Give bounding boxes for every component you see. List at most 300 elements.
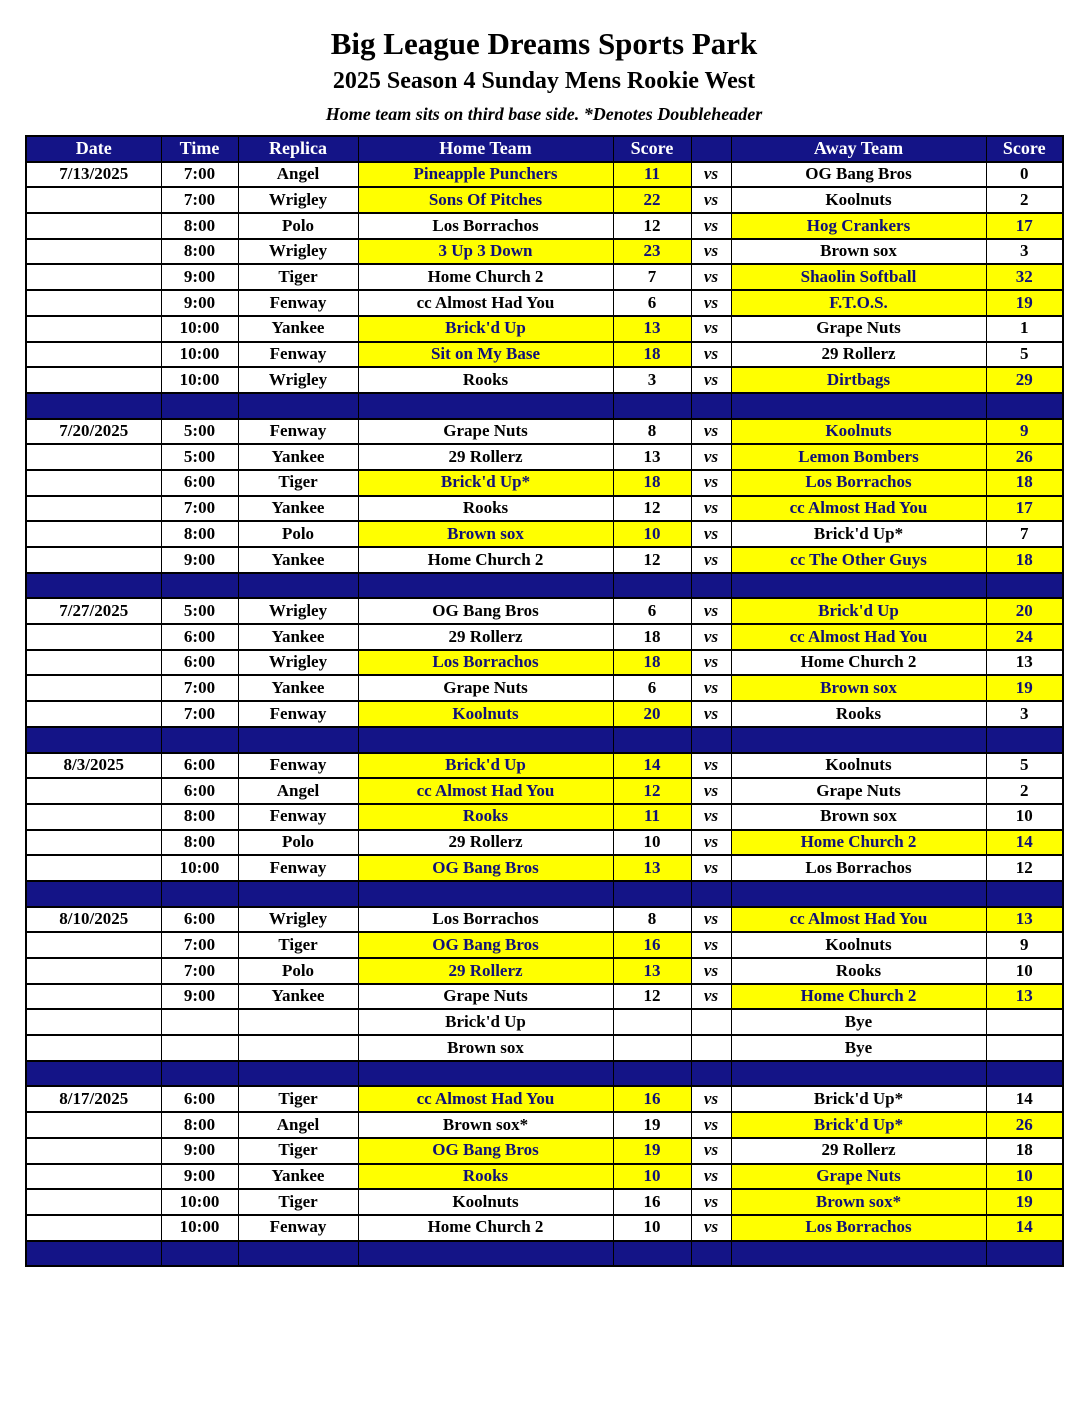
home-team-cell: 29 Rollerz <box>358 444 613 470</box>
vs-cell: vs <box>691 239 731 265</box>
away-score-cell: 18 <box>986 470 1063 496</box>
replica-cell: Tiger <box>238 932 358 958</box>
home-score-cell <box>613 1035 691 1061</box>
home-team-cell: Rooks <box>358 804 613 830</box>
home-score-cell: 12 <box>613 778 691 804</box>
date-cell <box>26 239 161 265</box>
home-team-cell: Home Church 2 <box>358 264 613 290</box>
date-cell <box>26 547 161 573</box>
col-header-replica: Replica <box>238 136 358 162</box>
vs-cell: vs <box>691 470 731 496</box>
time-cell: 5:00 <box>161 419 238 445</box>
game-row <box>26 521 1063 547</box>
time-cell: 10:00 <box>161 1189 238 1215</box>
schedule-table <box>25 135 1064 1267</box>
date-cell <box>26 675 161 701</box>
replica-cell: Yankee <box>238 624 358 650</box>
away-team-cell: Koolnuts <box>731 419 986 445</box>
separator-cell <box>691 1061 731 1087</box>
away-team-cell: Grape Nuts <box>731 1164 986 1190</box>
game-row <box>26 290 1063 316</box>
game-row <box>26 624 1063 650</box>
game-row <box>26 804 1063 830</box>
home-score-cell: 23 <box>613 239 691 265</box>
time-cell <box>161 1009 238 1035</box>
time-cell: 9:00 <box>161 290 238 316</box>
separator-cell <box>161 393 238 419</box>
col-header-vs <box>691 136 731 162</box>
home-team-cell: Brick'd Up <box>358 316 613 342</box>
away-score-cell: 26 <box>986 444 1063 470</box>
separator-row <box>26 1241 1063 1267</box>
time-cell: 8:00 <box>161 213 238 239</box>
time-cell: 7:00 <box>161 187 238 213</box>
date-cell <box>26 1009 161 1035</box>
separator-cell <box>238 573 358 599</box>
separator-cell <box>613 1241 691 1267</box>
home-team-cell: Koolnuts <box>358 1189 613 1215</box>
away-score-cell: 1 <box>986 316 1063 342</box>
time-cell: 10:00 <box>161 1215 238 1241</box>
game-row <box>26 213 1063 239</box>
time-cell: 7:00 <box>161 162 238 188</box>
vs-cell: vs <box>691 547 731 573</box>
replica-cell: Fenway <box>238 290 358 316</box>
replica-cell: Polo <box>238 521 358 547</box>
game-row <box>26 444 1063 470</box>
vs-cell: vs <box>691 213 731 239</box>
table-header-row <box>26 136 1063 162</box>
col-header-home-team: Home Team <box>358 136 613 162</box>
home-score-cell: 11 <box>613 804 691 830</box>
away-score-cell: 14 <box>986 1215 1063 1241</box>
time-cell: 6:00 <box>161 778 238 804</box>
home-score-cell: 18 <box>613 470 691 496</box>
separator-cell <box>26 393 161 419</box>
replica-cell: Fenway <box>238 753 358 779</box>
separator-cell <box>358 1061 613 1087</box>
time-cell: 9:00 <box>161 984 238 1010</box>
time-cell: 6:00 <box>161 907 238 933</box>
game-row <box>26 264 1063 290</box>
replica-cell: Angel <box>238 1112 358 1138</box>
home-team-cell: Sit on My Base <box>358 342 613 368</box>
separator-cell <box>358 573 613 599</box>
game-row <box>26 598 1063 624</box>
date-cell: 8/10/2025 <box>26 907 161 933</box>
col-header-date: Date <box>26 136 161 162</box>
separator-cell <box>731 727 986 753</box>
separator-cell <box>613 727 691 753</box>
away-team-cell: cc The Other Guys <box>731 547 986 573</box>
replica-cell: Yankee <box>238 496 358 522</box>
away-team-cell: Brick'd Up* <box>731 1112 986 1138</box>
away-score-cell: 13 <box>986 907 1063 933</box>
date-cell <box>26 264 161 290</box>
separator-cell <box>986 573 1063 599</box>
separator-cell <box>986 881 1063 907</box>
date-cell <box>26 1215 161 1241</box>
replica-cell: Wrigley <box>238 650 358 676</box>
replica-cell: Tiger <box>238 264 358 290</box>
away-team-cell: Home Church 2 <box>731 650 986 676</box>
home-team-cell: Pineapple Punchers <box>358 162 613 188</box>
away-team-cell: Bye <box>731 1035 986 1061</box>
away-score-cell: 19 <box>986 1189 1063 1215</box>
col-header-time: Time <box>161 136 238 162</box>
home-score-cell <box>613 1009 691 1035</box>
vs-cell: vs <box>691 367 731 393</box>
date-cell <box>26 855 161 881</box>
separator-cell <box>613 573 691 599</box>
date-cell: 8/17/2025 <box>26 1086 161 1112</box>
away-team-cell: F.T.O.S. <box>731 290 986 316</box>
separator-cell <box>731 393 986 419</box>
away-score-cell: 13 <box>986 984 1063 1010</box>
away-team-cell: Brown sox <box>731 675 986 701</box>
away-score-cell: 0 <box>986 162 1063 188</box>
date-cell <box>26 470 161 496</box>
away-score-cell: 14 <box>986 830 1063 856</box>
separator-cell <box>161 881 238 907</box>
separator-cell <box>161 1061 238 1087</box>
date-cell <box>26 932 161 958</box>
replica-cell: Polo <box>238 830 358 856</box>
separator-cell <box>358 881 613 907</box>
separator-cell <box>238 1241 358 1267</box>
separator-cell <box>731 1061 986 1087</box>
away-team-cell: Bye <box>731 1009 986 1035</box>
away-team-cell: Brown sox <box>731 239 986 265</box>
replica-cell: Wrigley <box>238 907 358 933</box>
home-score-cell: 19 <box>613 1138 691 1164</box>
separator-cell <box>986 1241 1063 1267</box>
separator-row <box>26 393 1063 419</box>
home-score-cell: 10 <box>613 830 691 856</box>
home-team-cell: Rooks <box>358 1164 613 1190</box>
time-cell: 6:00 <box>161 650 238 676</box>
time-cell: 6:00 <box>161 470 238 496</box>
away-score-cell: 3 <box>986 239 1063 265</box>
vs-cell <box>691 1009 731 1035</box>
date-cell <box>26 521 161 547</box>
away-team-cell: Grape Nuts <box>731 778 986 804</box>
vs-cell: vs <box>691 650 731 676</box>
date-cell <box>26 701 161 727</box>
vs-cell: vs <box>691 1138 731 1164</box>
away-score-cell <box>986 1035 1063 1061</box>
vs-cell: vs <box>691 1215 731 1241</box>
vs-cell: vs <box>691 1086 731 1112</box>
home-team-cell: Grape Nuts <box>358 419 613 445</box>
away-score-cell: 18 <box>986 547 1063 573</box>
vs-cell: vs <box>691 778 731 804</box>
home-team-cell: Rooks <box>358 496 613 522</box>
time-cell: 7:00 <box>161 701 238 727</box>
time-cell: 8:00 <box>161 830 238 856</box>
home-team-cell: OG Bang Bros <box>358 1138 613 1164</box>
bye-row <box>26 1035 1063 1061</box>
away-score-cell: 10 <box>986 958 1063 984</box>
vs-cell: vs <box>691 264 731 290</box>
separator-cell <box>731 1241 986 1267</box>
replica-cell: Yankee <box>238 547 358 573</box>
home-score-cell: 7 <box>613 264 691 290</box>
away-score-cell: 9 <box>986 932 1063 958</box>
game-row <box>26 830 1063 856</box>
away-team-cell: Shaolin Softball <box>731 264 986 290</box>
time-cell: 7:00 <box>161 496 238 522</box>
time-cell: 9:00 <box>161 264 238 290</box>
away-team-cell: Home Church 2 <box>731 830 986 856</box>
away-score-cell: 10 <box>986 1164 1063 1190</box>
home-team-cell: Los Borrachos <box>358 213 613 239</box>
away-score-cell: 24 <box>986 624 1063 650</box>
home-team-cell: 29 Rollerz <box>358 958 613 984</box>
vs-cell: vs <box>691 1164 731 1190</box>
home-score-cell: 12 <box>613 984 691 1010</box>
separator-cell <box>26 1061 161 1087</box>
date-cell: 7/20/2025 <box>26 419 161 445</box>
vs-cell: vs <box>691 907 731 933</box>
date-cell <box>26 367 161 393</box>
date-cell <box>26 1189 161 1215</box>
time-cell: 10:00 <box>161 316 238 342</box>
separator-cell <box>358 727 613 753</box>
home-score-cell: 13 <box>613 855 691 881</box>
date-cell: 7/27/2025 <box>26 598 161 624</box>
page-title: Big League Dreams Sports Park <box>330 26 758 61</box>
separator-cell <box>986 393 1063 419</box>
game-row <box>26 1086 1063 1112</box>
away-team-cell: Brick'd Up <box>731 598 986 624</box>
separator-cell <box>986 727 1063 753</box>
vs-cell: vs <box>691 624 731 650</box>
home-score-cell: 10 <box>613 1215 691 1241</box>
vs-cell: vs <box>691 830 731 856</box>
date-cell <box>26 1164 161 1190</box>
away-team-cell: 29 Rollerz <box>731 1138 986 1164</box>
home-team-cell: OG Bang Bros <box>358 932 613 958</box>
separator-cell <box>358 393 613 419</box>
time-cell: 6:00 <box>161 624 238 650</box>
vs-cell <box>691 1035 731 1061</box>
vs-cell: vs <box>691 444 731 470</box>
separator-cell <box>161 727 238 753</box>
away-team-cell: Rooks <box>731 958 986 984</box>
replica-cell <box>238 1035 358 1061</box>
home-score-cell: 10 <box>613 521 691 547</box>
vs-cell: vs <box>691 701 731 727</box>
home-team-cell: cc Almost Had You <box>358 778 613 804</box>
time-cell: 8:00 <box>161 239 238 265</box>
date-cell <box>26 213 161 239</box>
away-team-cell: Koolnuts <box>731 753 986 779</box>
home-score-cell: 12 <box>613 213 691 239</box>
away-score-cell: 19 <box>986 675 1063 701</box>
home-score-cell: 18 <box>613 624 691 650</box>
separator-cell <box>691 573 731 599</box>
away-score-cell: 14 <box>986 1086 1063 1112</box>
separator-cell <box>26 727 161 753</box>
replica-cell: Fenway <box>238 419 358 445</box>
vs-cell: vs <box>691 162 731 188</box>
home-team-cell: Brick'd Up* <box>358 470 613 496</box>
home-team-cell: Brown sox <box>358 1035 613 1061</box>
separator-cell <box>731 573 986 599</box>
away-team-cell: cc Almost Had You <box>731 624 986 650</box>
vs-cell: vs <box>691 598 731 624</box>
game-row <box>26 316 1063 342</box>
home-team-cell: 29 Rollerz <box>358 830 613 856</box>
game-row <box>26 187 1063 213</box>
game-row <box>26 239 1063 265</box>
time-cell: 7:00 <box>161 958 238 984</box>
vs-cell: vs <box>691 342 731 368</box>
replica-cell: Polo <box>238 213 358 239</box>
separator-cell <box>613 393 691 419</box>
away-team-cell: Rooks <box>731 701 986 727</box>
away-score-cell: 13 <box>986 650 1063 676</box>
separator-cell <box>161 573 238 599</box>
away-score-cell: 19 <box>986 290 1063 316</box>
home-score-cell: 13 <box>613 444 691 470</box>
replica-cell: Tiger <box>238 1189 358 1215</box>
vs-cell: vs <box>691 316 731 342</box>
vs-cell: vs <box>691 984 731 1010</box>
away-team-cell: cc Almost Had You <box>731 496 986 522</box>
home-team-cell: Brick'd Up <box>358 1009 613 1035</box>
away-score-cell: 3 <box>986 701 1063 727</box>
time-cell: 7:00 <box>161 675 238 701</box>
home-team-cell: Grape Nuts <box>358 984 613 1010</box>
home-team-cell: cc Almost Had You <box>358 290 613 316</box>
time-cell: 10:00 <box>161 855 238 881</box>
home-team-cell: OG Bang Bros <box>358 598 613 624</box>
time-cell: 8:00 <box>161 521 238 547</box>
game-row <box>26 1138 1063 1164</box>
home-score-cell: 13 <box>613 316 691 342</box>
game-row <box>26 753 1063 779</box>
home-team-cell: Brown sox <box>358 521 613 547</box>
away-team-cell: Koolnuts <box>731 187 986 213</box>
time-cell <box>161 1035 238 1061</box>
vs-cell: vs <box>691 496 731 522</box>
replica-cell: Fenway <box>238 342 358 368</box>
time-cell: 8:00 <box>161 804 238 830</box>
separator-cell <box>986 1061 1063 1087</box>
separator-row <box>26 1061 1063 1087</box>
replica-cell: Fenway <box>238 1215 358 1241</box>
home-team-cell: Brick'd Up <box>358 753 613 779</box>
separator-cell <box>613 881 691 907</box>
date-cell <box>26 496 161 522</box>
vs-cell: vs <box>691 1112 731 1138</box>
away-score-cell: 10 <box>986 804 1063 830</box>
time-cell: 7:00 <box>161 932 238 958</box>
away-score-cell: 26 <box>986 1112 1063 1138</box>
home-score-cell: 16 <box>613 1189 691 1215</box>
game-row <box>26 496 1063 522</box>
game-row <box>26 701 1063 727</box>
away-team-cell: Brown sox <box>731 804 986 830</box>
time-cell: 10:00 <box>161 367 238 393</box>
game-row <box>26 675 1063 701</box>
replica-cell: Polo <box>238 958 358 984</box>
home-score-cell: 16 <box>613 932 691 958</box>
separator-cell <box>26 881 161 907</box>
home-score-cell: 14 <box>613 753 691 779</box>
replica-cell: Yankee <box>238 1164 358 1190</box>
away-team-cell: Lemon Bombers <box>731 444 986 470</box>
vs-cell: vs <box>691 521 731 547</box>
replica-cell: Wrigley <box>238 239 358 265</box>
time-cell: 6:00 <box>161 753 238 779</box>
separator-cell <box>358 1241 613 1267</box>
replica-cell: Yankee <box>238 316 358 342</box>
replica-cell: Angel <box>238 162 358 188</box>
away-score-cell: 29 <box>986 367 1063 393</box>
home-score-cell: 6 <box>613 675 691 701</box>
home-score-cell: 19 <box>613 1112 691 1138</box>
replica-cell: Angel <box>238 778 358 804</box>
vs-cell: vs <box>691 753 731 779</box>
time-cell: 10:00 <box>161 342 238 368</box>
replica-cell: Yankee <box>238 984 358 1010</box>
game-row <box>26 778 1063 804</box>
home-score-cell: 6 <box>613 290 691 316</box>
home-score-cell: 20 <box>613 701 691 727</box>
away-score-cell: 32 <box>986 264 1063 290</box>
home-score-cell: 13 <box>613 958 691 984</box>
away-score-cell: 9 <box>986 419 1063 445</box>
home-score-cell: 12 <box>613 496 691 522</box>
away-team-cell: Dirtbags <box>731 367 986 393</box>
separator-cell <box>238 727 358 753</box>
away-score-cell: 12 <box>986 855 1063 881</box>
away-team-cell: Los Borrachos <box>731 470 986 496</box>
replica-cell: Fenway <box>238 804 358 830</box>
col-header-away-team: Away Team <box>731 136 986 162</box>
home-score-cell: 6 <box>613 598 691 624</box>
separator-cell <box>691 727 731 753</box>
home-score-cell: 18 <box>613 650 691 676</box>
game-row <box>26 958 1063 984</box>
away-score-cell <box>986 1009 1063 1035</box>
away-score-cell: 20 <box>986 598 1063 624</box>
replica-cell: Tiger <box>238 470 358 496</box>
away-team-cell: Home Church 2 <box>731 984 986 1010</box>
away-team-cell: Hog Crankers <box>731 213 986 239</box>
home-team-cell: 3 Up 3 Down <box>358 239 613 265</box>
time-cell: 9:00 <box>161 1164 238 1190</box>
home-team-cell: cc Almost Had You <box>358 1086 613 1112</box>
replica-cell: Fenway <box>238 701 358 727</box>
vs-cell: vs <box>691 187 731 213</box>
home-score-cell: 18 <box>613 342 691 368</box>
time-cell: 6:00 <box>161 1086 238 1112</box>
vs-cell: vs <box>691 290 731 316</box>
vs-cell: vs <box>691 932 731 958</box>
away-team-cell: Brick'd Up* <box>731 521 986 547</box>
replica-cell: Yankee <box>238 444 358 470</box>
date-cell <box>26 1112 161 1138</box>
date-cell <box>26 444 161 470</box>
time-cell: 9:00 <box>161 1138 238 1164</box>
vs-cell: vs <box>691 958 731 984</box>
bye-row <box>26 1009 1063 1035</box>
vs-cell: vs <box>691 675 731 701</box>
